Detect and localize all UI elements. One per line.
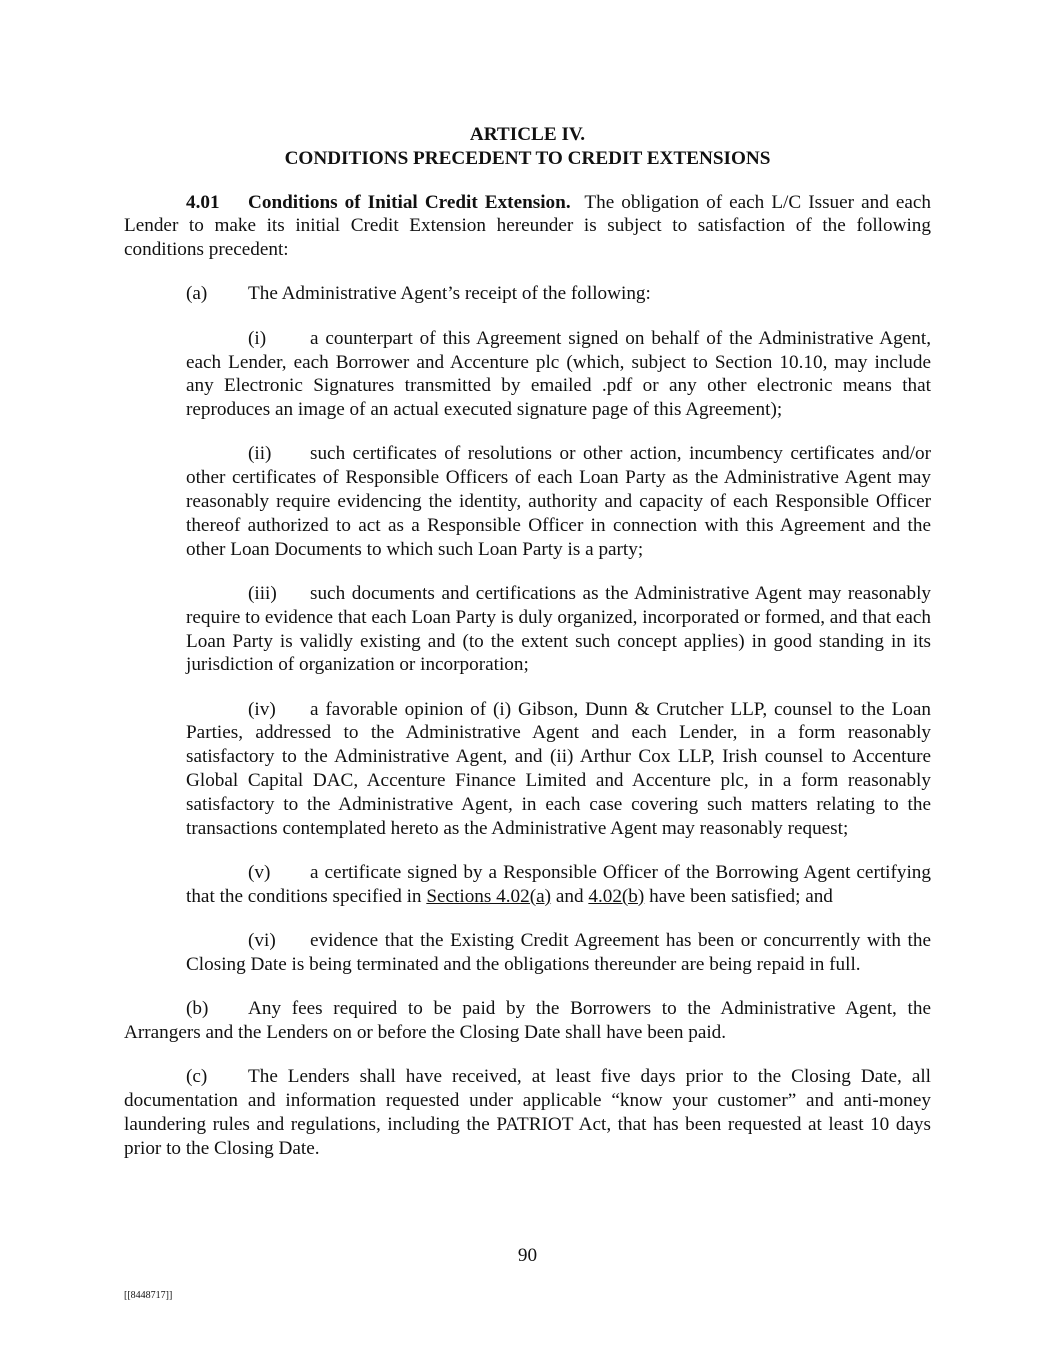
clause-c-text: The Lenders shall have received, at least five days prior to the Closing Date, all documentation and information requested under applicable “know your customer” and anti-money laundering rules and regulations, including the PATRIOT Act, that has been requested at least 10 days prior to the Closing Date. (124, 1066, 931, 1159)
document-page (124, 123, 931, 1181)
section-4-02-a-reference: Sections 4.02(a) (426, 885, 552, 907)
clause-a-text: The Administrative Agent’s receipt of the following: (248, 283, 651, 305)
clause-a-ii-marker: (ii) (248, 443, 272, 465)
document-id: [[8448717]] (124, 1290, 173, 1301)
article-heading (124, 123, 931, 171)
clause-a-i (124, 327, 931, 422)
clause-a-v-marker: (v) (248, 861, 271, 883)
section-number: 4.01 (186, 191, 220, 213)
clause-b (124, 997, 931, 1045)
section-4-01-paragraph (124, 191, 931, 262)
clause-a (124, 282, 931, 306)
clause-a-vi-text: evidence that the Existing Credit Agreement has been or concurrently with the Closing Date is being terminated and the obligations thereunder are being repaid in full. (186, 930, 931, 975)
clause-a-v-text-after: have been satisfied; and (644, 885, 833, 907)
clause-a-ii-text: such certificates of resolutions or other action, incumbency certificates and/or other certificates of Responsible Officers of each Loan Party as the Administrative Agent may reasonably require evidencing the identity, authority and capacity of each Responsible Officer thereof authorized to act as a Responsible Officer in connection with this Agreement and the other Loan Documents to which such Loan Party is a party; (186, 443, 931, 560)
section-title: Conditions of Initial Credit Extension. (248, 191, 571, 213)
clause-b-text: Any fees required to be paid by the Borrowers to the Administrative Agent, the Arrangers and the Lenders on or before the Closing Date shall have been paid. (124, 998, 931, 1043)
clause-a-ii (124, 442, 931, 561)
clause-a-i-marker: (i) (248, 327, 267, 349)
clause-c (124, 1065, 931, 1160)
section-intro-text: The obligation of each L/C Issuer and each Lender to make its initial Credit Extension hereunder is subject to satisfaction of the following conditions precedent: (124, 191, 931, 261)
clause-b-marker: (b) (186, 998, 209, 1020)
clause-a-vi-marker: (vi) (248, 930, 276, 952)
clause-c-marker: (c) (186, 1066, 208, 1088)
clause-a-v-text-before: a certificate signed by a Responsible Officer of the Borrowing Agent certifying that the conditions specified in (186, 861, 931, 907)
clause-a-iii (124, 582, 931, 677)
clause-a-iv-marker: (iv) (248, 698, 276, 720)
page-number: 90 (517, 1245, 538, 1266)
clause-a-v-text-middle: and (551, 885, 589, 907)
article-title: CONDITIONS PRECEDENT TO CREDIT EXTENSIONS (284, 147, 771, 169)
article-number: ARTICLE IV. (469, 124, 586, 145)
clause-a-marker: (a) (186, 283, 208, 305)
clause-a-iv-text: a favorable opinion of (i) Gibson, Dunn & Crutcher LLP, counsel to the Loan Parties, addressed to the Administrative Agent and each Lender, in a form reasonably satisfactory to the Administrative Agent, and (ii) Arthur Cox LLP, Irish counsel to Accenture Global Capital DAC, Accenture Finance Limited and Accenture plc, in a form reasonably satisfactory to the Administrative Agent, in each case covering such matters relating to the transactions contemplated hereto as the Administrative Agent may reasonably request; (186, 698, 931, 839)
clause-a-iv (124, 698, 931, 841)
clause-a-iii-marker: (iii) (248, 582, 277, 604)
clause-a-v (124, 861, 931, 909)
section-4-02-b-reference: 4.02(b) (588, 885, 645, 907)
clause-a-iii-text: such documents and certifications as the Administrative Agent may reasonably require to evidence that each Loan Party is duly organized, incorporated or formed, and that each Loan Party is validly existing and (to the extent such concept applies) in good standing in its jurisdiction of organization or incorporation; (186, 582, 931, 676)
clause-a-vi (124, 929, 931, 977)
clause-a-i-text: a counterpart of this Agreement signed on behalf of the Administrative Agent, each Lender, each Borrower and Accenture plc (which, subject to Section 10.10, may include any Electronic Signatures transmitted by emailed .pdf or any other electronic means that reproduces an image of an actual executed signature page of this Agreement); (186, 327, 931, 421)
